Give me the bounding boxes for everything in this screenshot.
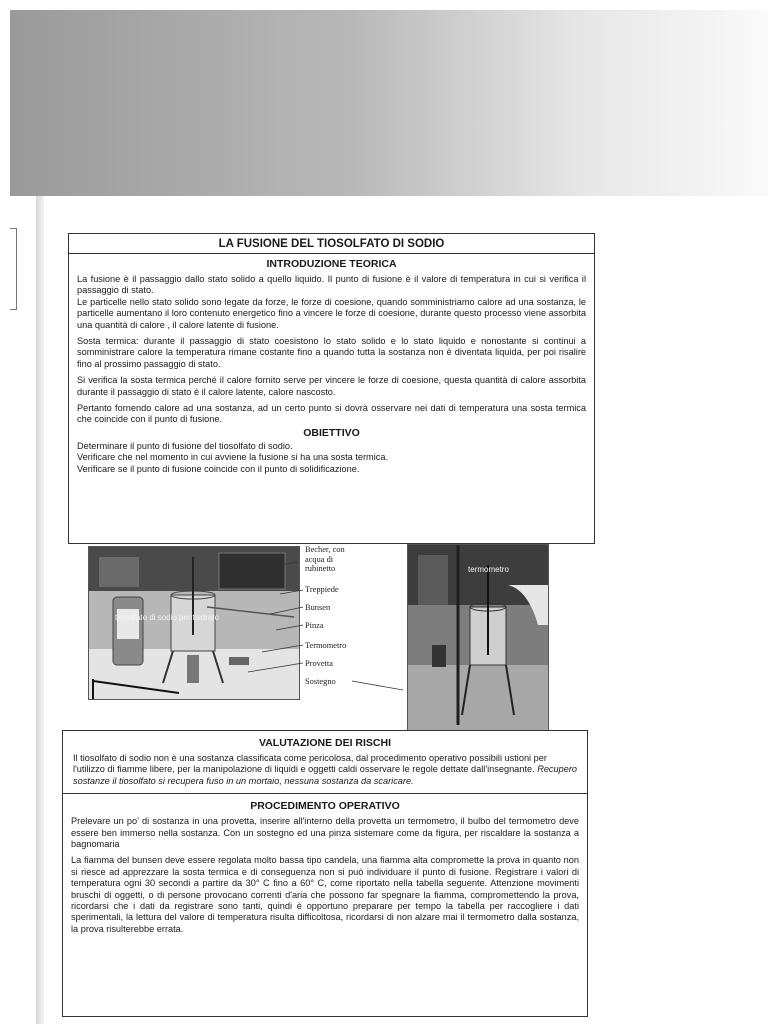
objective-line-3: Verificare se il punto di fusione coincide con il punto di solidificazione. bbox=[77, 463, 360, 474]
intro-paragraph-1: La fusione è il passaggio dallo stato solido a quello liquido. Il punto di fusione è il valore di temperatura in cui si verifica il passaggio di stato. bbox=[77, 274, 586, 296]
intro-paragraph-2: Le particelle nello stato solido sono legate da forze, le forze di coesione, quando somministriamo calore ad una sostanza, le particelle aumentano il loro contenuto energetico fino a vincere le forze di coesione, durante questo processo viene assorbita una quantità di calore , il calore latente di fusione. bbox=[77, 296, 586, 330]
page-title: LA FUSIONE DEL TIOSOLFATO DI SODIO bbox=[69, 234, 594, 254]
label-bunsen: Bunsen bbox=[305, 603, 331, 612]
objective-heading: OBIETTIVO bbox=[303, 426, 360, 439]
label-sostegno: Sostegno bbox=[305, 677, 336, 686]
label-pinza: Pinza bbox=[305, 621, 324, 630]
intro-paragraph-3: Sosta termica: durante il passaggio di stato coesistono lo stato solido e lo stato liquido e nonostante si continui a somministrare calore la temperatura rimane costante fino a quando tutta la sostanza non è diventata liquida, per poi risalire fino al prossimo passaggio di stato. bbox=[77, 336, 586, 369]
photo1-overlay-label: tiosolfato di sodio pentaidrato bbox=[115, 613, 220, 622]
intro-paragraph-5: Pertanto fornendo calore ad una sostanza, ad un certo punto si dovrà osservare nei dati di temperatura una sosta termica che coincide con il punto di fusione. bbox=[77, 403, 586, 425]
label-provetta: Provetta bbox=[305, 659, 333, 668]
objective-line-2: Verificare che nel momento in cui avviene la fusione si ha una sosta termica. bbox=[77, 452, 389, 463]
procedure-paragraph-2: La fiamma del bunsen deve essere regolata molto bassa tipo candela, una fiamma alta compromette la prova in quanto non si riesce ad apprezzare la sosta termica e di conseguenza non si può individuare il punto di fusione. Registrare i valori di temperatura ogni 30 secondi a partire da 30° C fino a 60° C, come riportato nella tabella seguente. Attenzione movimenti bruschi di oggetti, o di persone provocano correnti d'aria che possono far spegnare la fiamma, compromettendo la prova, ricordarsi che i dati da registrare sono tanti, quindi è opportuno preparare per tempo la tabella per raccogliere i dati sperimentali, la lettura del valore di temperatura risulta difficoltosa, ricordarsi di non alzare mai il termometro dalla sostanza, la prova risulterebbe errata. bbox=[71, 855, 579, 934]
setup-photo bbox=[407, 544, 549, 733]
intro-paragraph-4: Si verifica la sosta termica perché il calore fornito serve per vincere le forze di coesione, questa quantità di calore assorbita durante il passaggio di stato è il calore latente, calore nascosto. bbox=[77, 375, 586, 397]
risks-procedure-box bbox=[62, 730, 588, 1017]
risks-content bbox=[63, 753, 587, 787]
risks-heading: VALUTAZIONE DEI RISCHI bbox=[258, 737, 392, 749]
photo2-overlay-label: termometro bbox=[468, 565, 509, 574]
label-treppiede: Treppiede bbox=[305, 585, 339, 594]
risks-recovery-text: Recupero sostanze il tiosolfato si recupera fuso in un mortaio, nessuna sostanza da scaricare. bbox=[73, 764, 578, 786]
intro-heading: INTRODUZIONE TEORICA bbox=[266, 258, 397, 270]
risks-text: Il tiosolfato di sodio non è una sostanza classificata come pericolosa, dal procedimento operativo possibili ustioni per l'utilizzo di fiamme libere, per la manipolazione di liquidi e oggetti caldi osservare le regole dettate dall'insegnante. bbox=[73, 753, 547, 775]
procedure-content bbox=[63, 816, 587, 935]
objective-line-1: Determinare il punto di fusione del tiosolfato di sodio. bbox=[77, 440, 293, 451]
procedure-paragraph-1: Prelevare un po' di sostanza in una provetta, inserire all'interno della provetta un termometro, il bulbo del termometro deve essere ben immerso nella sostanza. Con un sostegno ed una pinza sistemare come da figura, per riscaldare la sostanza a bagnomaria bbox=[71, 816, 579, 850]
procedure-heading: PROCEDIMENTO OPERATIVO bbox=[63, 793, 587, 812]
label-termometro: Termometro bbox=[305, 641, 347, 650]
label-becher: Becher, con acqua di rubinetto bbox=[305, 545, 345, 573]
